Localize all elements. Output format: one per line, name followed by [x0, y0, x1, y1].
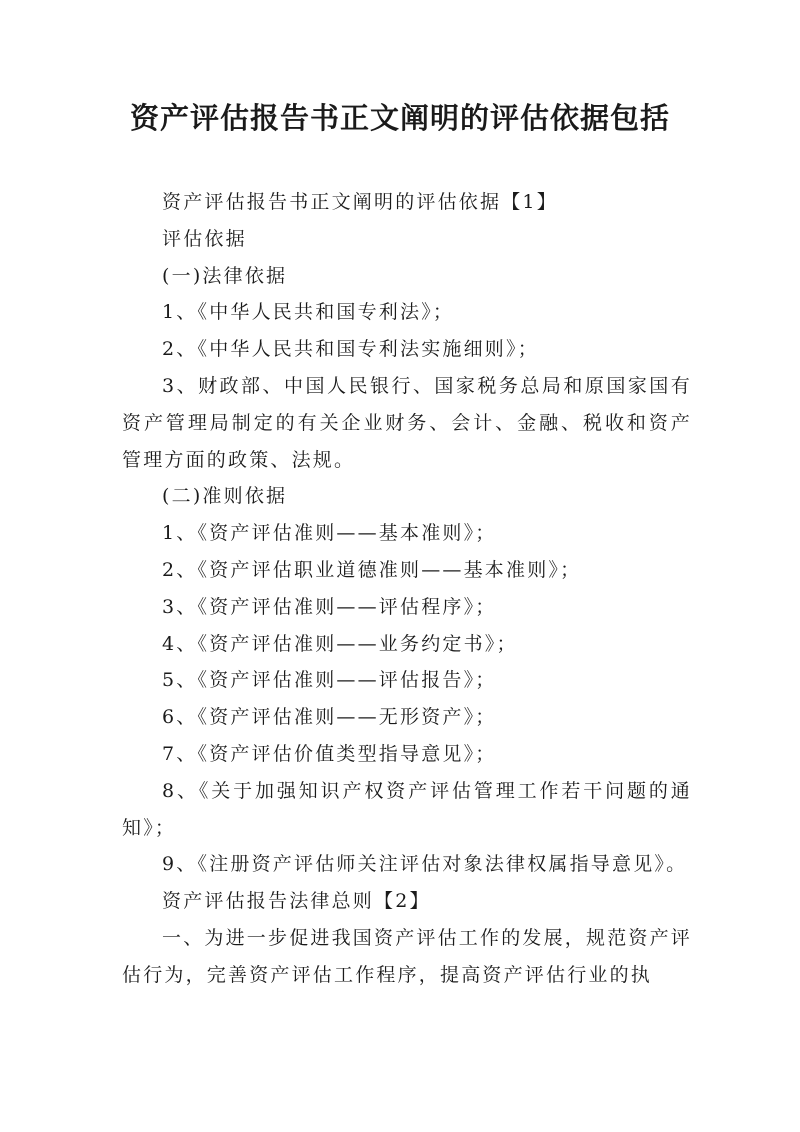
- paragraph-list-item: 2、《资产评估职业道德准则——基本准则》；: [162, 558, 582, 581]
- document-body: [122, 184, 692, 994]
- paragraph-legal-basis-heading: (一)法律依据: [162, 264, 288, 287]
- document-title: 资产评估报告书正文阐明的评估依据包括: [129, 101, 670, 135]
- paragraph-standards-basis-heading: (二)准则依据: [162, 485, 288, 508]
- paragraph-evaluation-basis: 评估依据: [162, 227, 247, 250]
- paragraph-list-item: 3、财政部、中国人民银行、国家税务总局和原国家国有资产管理局制定的有关企业财务、会计、金融、税收和资产管理方面的政策、法规。: [122, 374, 692, 471]
- paragraph-section-heading-2: 资产评估报告法律总则【2】: [162, 890, 431, 913]
- paragraph-list-item: 3、《资产评估准则——评估程序》；: [162, 595, 497, 618]
- paragraph-section-heading-1: 资产评估报告书正文阐明的评估依据【1】: [162, 191, 558, 213]
- paragraph-general-provisions: 一、为进一步促进我国资产评估工作的发展，规范资产评估行为，完善资产评估工作程序，提高资产评估行业的执: [122, 926, 693, 986]
- paragraph-list-item: 1、《资产评估准则——基本准则》；: [162, 522, 497, 545]
- paragraph-list-item: 4、《资产评估准则——业务约定书》；: [162, 632, 518, 655]
- paragraph-list-item: 6、《资产评估准则——无形资产》；: [162, 706, 497, 729]
- paragraph-list-item: 2、《中华人民共和国专利法实施细则》；: [162, 338, 539, 361]
- paragraph-list-item: 8、《关于加强知识产权资产评估管理工作若干问题的通知》；: [122, 779, 692, 839]
- paragraph-list-item: 7、《资产评估价值类型指导意见》；: [162, 742, 497, 765]
- paragraph-list-item: 1、《中华人民共和国专利法》；: [162, 301, 455, 324]
- paragraph-list-item: 5、《资产评估准则——评估报告》；: [162, 669, 497, 692]
- paragraph-list-item: 9、《注册资产评估师关注评估对象法律权属指导意见》。: [162, 853, 688, 876]
